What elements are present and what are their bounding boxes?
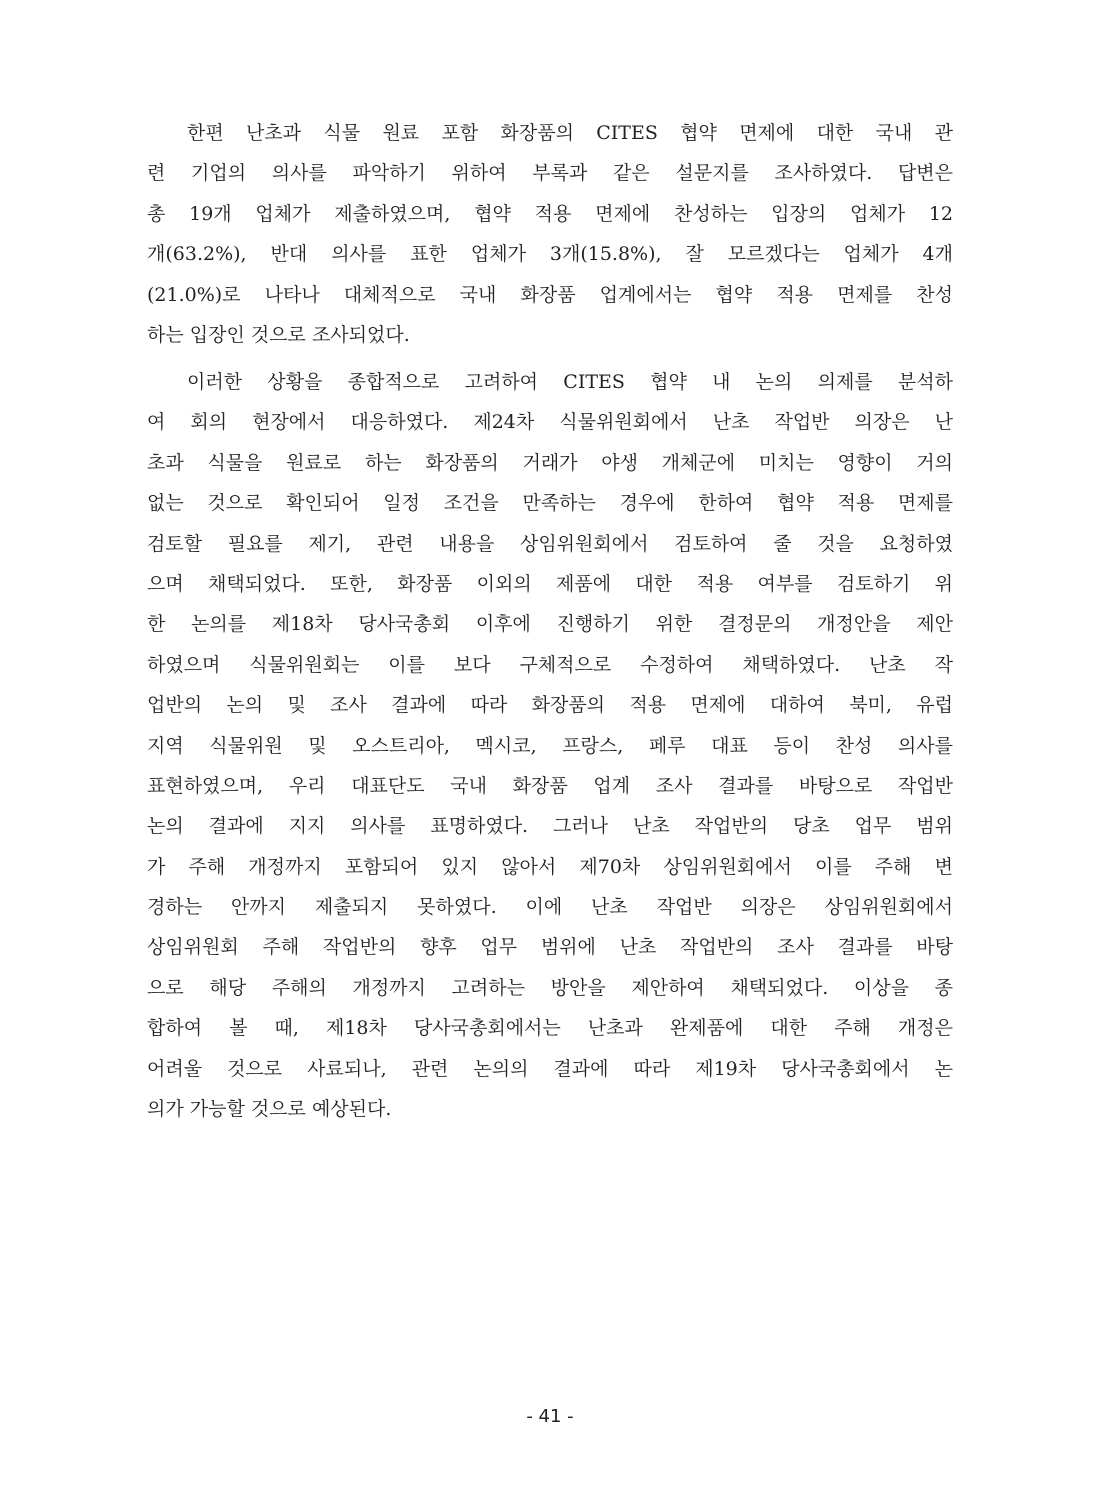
text-line: 하였으며 식물위원회는 이를 보다 구체적으로 수정하여 채택하였다. 난초 작 (147, 653, 953, 676)
text-line: 련 기업의 의사를 파악하기 위하여 부록과 같은 설문지를 조사하였다. 답변은 (147, 162, 953, 185)
text-line: 개(63.2%), 반대 의사를 표한 업체가 3개(15.8%), 잘 모르겠다는 업체가 4개 (147, 243, 953, 266)
page-number: - 41 - (526, 1406, 574, 1427)
text-line: 의가 가능할 것으로 예상된다. (147, 1098, 392, 1121)
text-line: 한편 난초과 식물 원료 포함 화장품의 CITES 협약 면제에 대한 국내 관 (187, 122, 953, 144)
text-line: 으로 해당 주해의 개정까지 고려하는 방안을 제안하여 채택되었다. 이상을 종 (147, 976, 953, 999)
text-line: 여 회의 현장에서 대응하였다. 제24차 식물위원회에서 난초 작업반 의장은 난 (147, 411, 953, 434)
text-line: 논의 결과에 지지 의사를 표명하였다. 그러나 난초 작업반의 당초 업무 범위 (147, 815, 953, 838)
text-line: 없는 것으로 확인되어 일정 조건을 만족하는 경우에 한하여 협약 적용 면제를 (147, 492, 953, 515)
text-line: 총 19개 업체가 제출하였으며, 협약 적용 면제에 찬성하는 입장의 업체가 12 (147, 202, 953, 225)
text-line: 으며 채택되었다. 또한, 화장품 이외의 제품에 대한 적용 여부를 검토하기 위 (147, 572, 953, 595)
text-line: 검토할 필요를 제기, 관련 내용을 상임위원회에서 검토하여 줄 것을 요청하였 (147, 532, 953, 555)
text-line: 이러한 상황을 종합적으로 고려하여 CITES 협약 내 논의 의제를 분석하 (187, 371, 953, 393)
text-line: (21.0%)로 나타나 대체적으로 국내 화장품 업계에서는 협약 적용 면제를 찬성 (147, 283, 953, 306)
text-line: 합하여 볼 때, 제18차 당사국총회에서는 난초과 완제품에 대한 주해 개정은 (147, 1017, 953, 1040)
text-line: 한 논의를 제18차 당사국총회 이후에 진행하기 위한 결정문의 개정안을 제안 (147, 613, 953, 636)
text-line: 지역 식물위원 및 오스트리아, 멕시코, 프랑스, 페루 대표 등이 찬성 의사를 (147, 734, 953, 757)
text-line: 가 주해 개정까지 포함되어 있지 않아서 제70차 상임위원회에서 이를 주해 변 (147, 855, 953, 878)
text-line: 초과 식물을 원료로 하는 화장품의 거래가 야생 개체군에 미치는 영향이 거의 (147, 451, 953, 474)
text-line: 하는 입장인 것으로 조사되었다. (147, 323, 410, 346)
text-line: 표현하였으며, 우리 대표단도 국내 화장품 업계 조사 결과를 바탕으로 작업반 (147, 774, 953, 797)
text-line: 상임위원회 주해 작업반의 향후 업무 범위에 난초 작업반의 조사 결과를 바탕 (147, 936, 953, 959)
paragraph-2 (147, 362, 953, 1129)
text-line: 어려울 것으로 사료되나, 관련 논의의 결과에 따라 제19차 당사국총회에서 논 (147, 1057, 953, 1080)
paragraph-1 (147, 113, 953, 355)
text-line: 경하는 안까지 제출되지 못하였다. 이에 난초 작업반 의장은 상임위원회에서 (147, 896, 953, 919)
text-line: 업반의 논의 및 조사 결과에 따라 화장품의 적용 면제에 대하여 북미, 유럽 (147, 694, 953, 717)
